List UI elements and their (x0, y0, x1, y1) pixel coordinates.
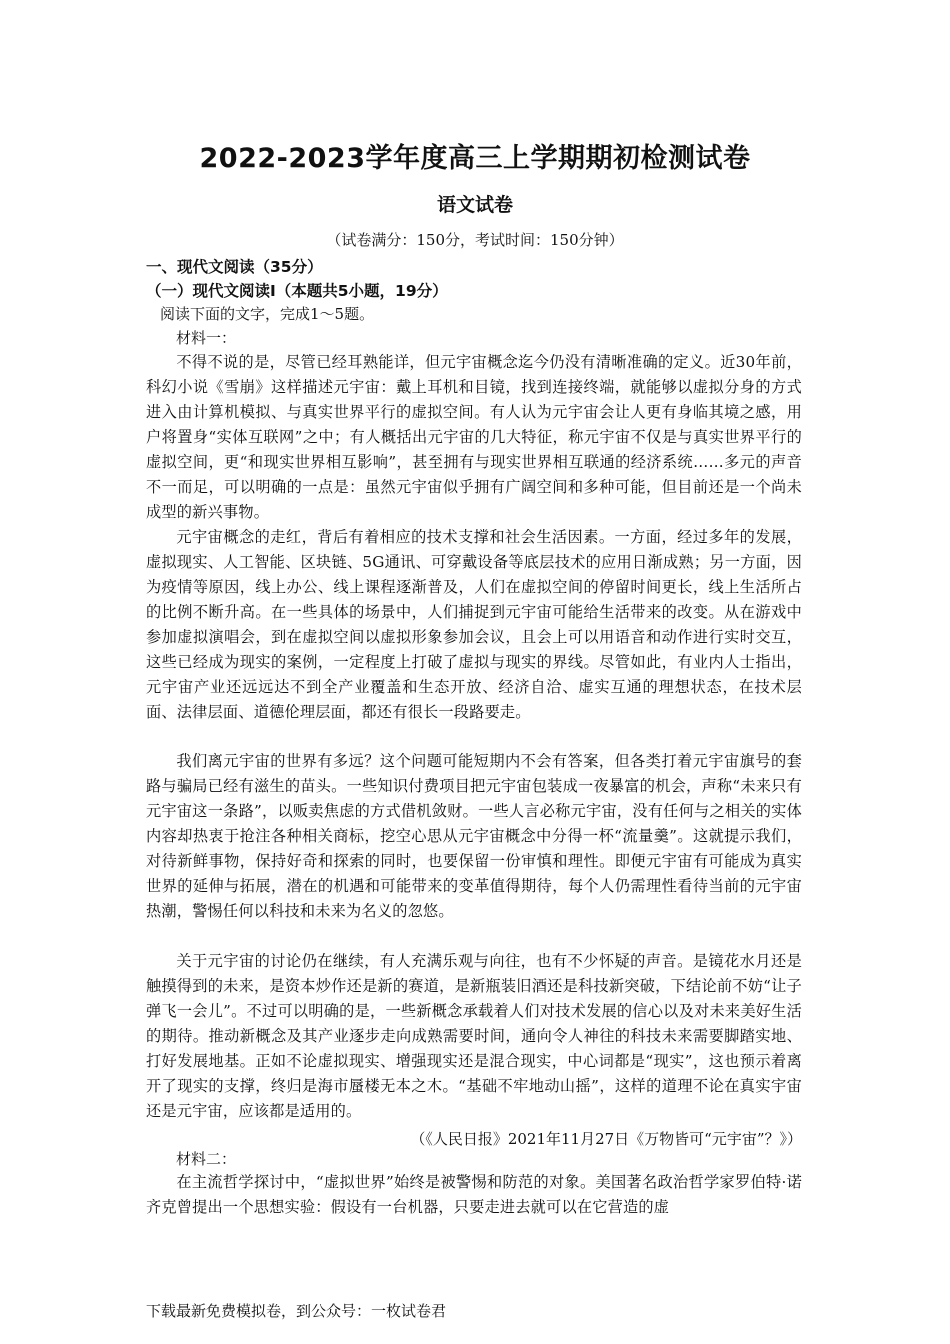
document-title: 2022-2023学年度高三上学期期初检测试卷 (199, 143, 751, 174)
material-2-paragraph: 在主流哲学探讨中，“虚拟世界”始终是被警惕和防范的对象。美国著名政治哲学家罗伯特·诺齐克曾提出一个思想实验：假设有一台机器，只要走进去就可以在它营造的虚 (146, 1173, 802, 1216)
material-1-label: 材料一： (176, 329, 237, 347)
material-1-source: （《人民日报》2021年11月27日《万物皆可“元宇宙”？》） (410, 1130, 802, 1148)
document-subtitle: 语文试卷 (436, 194, 513, 216)
material-2-label: 材料二： (176, 1150, 237, 1168)
footer-note: 下载最新免费模拟卷，到公众号：一枚试卷君 (146, 1302, 447, 1320)
subsection-heading: （一）现代文阅读Ⅰ（本题共5小题，19分） (146, 282, 448, 300)
material-1-paragraph: 不得不说的是，尽管已经耳熟能详，但元宇宙概念迄今仍没有清晰准确的定义。近30年前，科幻小说《雪崩》这样描述元宇宙：戴上耳机和目镜，找到连接终端，就能够以虚拟分身的方式进入由计算机模拟、与真实世界平行的虚拟空间。有人认为元宇宙会让人更有身临其境之感，用户将置身“实体互联网”之中；有人概括出元宇宙的几大特征，称元宇宙不仅是与真实世界平行的虚拟空间，更“和现实世界相互影响”，甚至拥有与现实世界相互联通的经济系统……多元的声音不一而足，可以明确的一点是：虽然元宇宙似乎拥有广阔空间和多种可能，但目前还是一个尚未成型的新兴事物。 (146, 353, 802, 521)
exam-info: （试卷满分：150分，考试时间：150分钟） (326, 231, 624, 249)
material-1-paragraph: 元宇宙概念的走红，背后有着相应的技术支撑和社会生活因素。一方面，经过多年的发展，虚拟现实、人工智能、区块链、5G通讯、可穿戴设备等底层技术的应用日渐成熟；另一方面，因为疫情等原因，线上办公、线上课程逐渐普及，人们在虚拟空间的停留时间更长，线上生活所占的比例不断升高。在一些具体的场景中，人们捕捉到元宇宙可能给生活带来的改变。从在游戏中参加虚拟演唱会，到在虚拟空间以虚拟形象参加会议，且会上可以用语音和动作进行实时交互，这些已经成为现实的案例，一定程度上打破了虚拟与现实的界线。尽管如此，有业内人士指出，元宇宙产业还远远达不到全产业覆盖和生态开放、经济自洽、虚实互通的理想状态，在技术层面、法律层面、道德伦理层面，都还有很长一段路要走。 (146, 528, 802, 721)
section-heading: 一、现代文阅读（35分） (146, 258, 323, 276)
material-1-paragraph: 我们离元宇宙的世界有多远？这个问题可能短期内不会有答案，但各类打着元宇宙旗号的套路与骗局已经有滋生的苗头。一些知识付费项目把元宇宙包装成一夜暴富的机会，声称“未来只有元宇宙这一条路”，以贩卖焦虑的方式借机敛财。一些人言必称元宇宙，没有任何与之相关的实体内容却热衷于抢注各种相关商标，挖空心思从元宇宙概念中分得一杯“流量羹”。这就提示我们，对待新鲜事物，保持好奇和探索的同时，也要保留一份审慎和理性。即便元宇宙有可能成为真实世界的延伸与拓展，潜在的机遇和可能带来的变革值得期待，每个人仍需理性看待当前的元宇宙热潮，警惕任何以科技和未来为名义的忽悠。 (146, 752, 802, 920)
material-1-paragraph: 关于元宇宙的讨论仍在继续，有人充满乐观与向往，也有不少怀疑的声音。是镜花水月还是触摸得到的未来，是资本炒作还是新的赛道，是新瓶装旧酒还是科技新突破，下结论前不妨“让子弹飞一会儿”。不过可以明确的是，一些新概念承载着人们对技术发展的信心以及对未来美好生活的期待。推动新概念及其产业逐步走向成熟需要时间，通向令人神往的科技未来需要脚踏实地、打好发展地基。正如不论虚拟现实、增强现实还是混合现实，中心词都是“现实”，这也预示着离开了现实的支撑，终归是海市蜃楼无本之木。“基础不牢地动山摇”，这样的道理不论在真实宇宙还是元宇宙，应该都是适用的。 (146, 952, 802, 1120)
reading-instruction: 阅读下面的文字，完成1～5题。 (160, 305, 375, 323)
